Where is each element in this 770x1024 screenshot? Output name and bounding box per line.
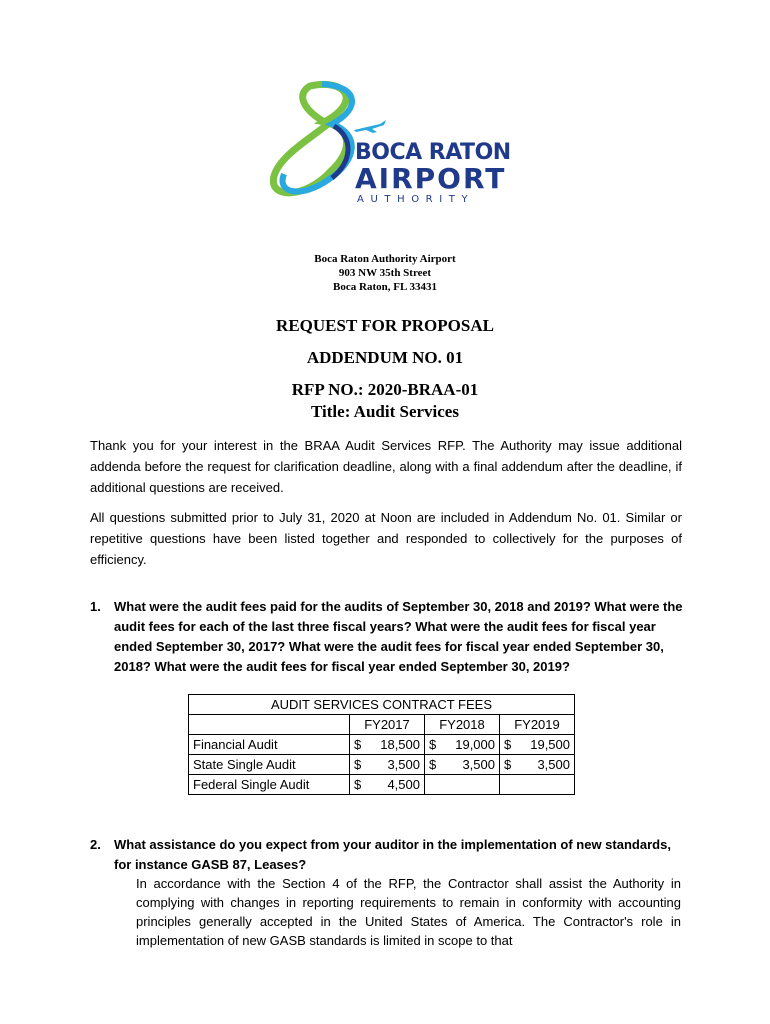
- question-text: What were the audit fees paid for the audits of September 30, 2018 and 2019? What were the audit fees for each of the last three fiscal years? What were the audit fees for fiscal year ended September 30, 2017? What were the audit fees for fiscal year ended September 30, 2018? What were the audit fees for fiscal year ended September 30, 2019?: [114, 599, 683, 674]
- table-header-row: [189, 715, 575, 735]
- table-title: AUDIT SERVICES CONTRACT FEES: [189, 695, 575, 715]
- question-number: 1.: [90, 599, 101, 614]
- heading-rfp-number: RFP NO.: 2020-BRAA-01: [291, 380, 479, 399]
- table-row: [189, 735, 575, 755]
- table-header-blank: [189, 715, 350, 735]
- table-row: [189, 755, 575, 775]
- logo-text-authority: AUTHORITY: [357, 194, 475, 205]
- question-text: What assistance do you expect from your auditor in the implementation of new standards, for instance GASB 87, Leases?: [114, 837, 671, 872]
- question-2: [90, 835, 690, 875]
- table-title-row: [189, 695, 575, 715]
- row-label: State Single Audit: [189, 755, 350, 775]
- column-header: FY2018: [425, 715, 500, 735]
- address-line: Boca Raton Authority Airport: [314, 253, 456, 265]
- fee-cell: $ 19,000: [425, 735, 500, 755]
- table-row: [189, 775, 575, 795]
- fee-cell: $ 19,500: [500, 735, 575, 755]
- fee-cell: [500, 775, 575, 795]
- address-line: Boca Raton, FL 33431: [333, 281, 437, 293]
- intro-paragraph: Thank you for your interest in the BRAA Audit Services RFP. The Authority may issue additional addenda before the request for clarification deadline, along with a final addendum after the deadline, if additional questions are received.: [90, 438, 682, 495]
- address-line: 903 NW 35th Street: [338, 267, 432, 279]
- audit-fees-table: [188, 694, 575, 795]
- fee-cell: $ 3,500: [350, 755, 425, 775]
- row-label: Federal Single Audit: [189, 775, 350, 795]
- heading-rfp: REQUEST FOR PROPOSAL: [276, 316, 494, 335]
- fee-cell: $ 18,500: [350, 735, 425, 755]
- logo-text-boca-raton: BOCA RATON: [355, 140, 511, 165]
- plane-icon: [354, 120, 386, 133]
- fee-cell: $ 4,500: [350, 775, 425, 795]
- question-1: [90, 597, 690, 677]
- logo-swoosh-icon: [273, 84, 352, 193]
- logo-text-airport: AIRPORT: [355, 162, 507, 195]
- fee-cell: $ 3,500: [425, 755, 500, 775]
- address-block: [0, 252, 770, 294]
- heading-addendum: ADDENDUM NO. 01: [306, 348, 464, 367]
- question-number: 2.: [90, 837, 101, 852]
- column-header: FY2019: [500, 715, 575, 735]
- intro-paragraph: All questions submitted prior to July 31, 2020 at Noon are included in Addendum No. 01. Similar or repetitive questions have been listed together and responded to collectively for the purposes of efficiency.: [90, 510, 682, 567]
- fee-cell: [425, 775, 500, 795]
- heading-title: Title: Audit Services: [311, 402, 459, 421]
- row-label: Financial Audit: [189, 735, 350, 755]
- answer-2: In accordance with the Section 4 of the RFP, the Contractor shall assist the Authority in complying with changes in reporting requirements to remain in conformity with accounting principles generally accepted in the United States of America. The Contractor's role in implementation of new GASB standards is limited in scope to that: [136, 876, 681, 948]
- fee-cell: $ 3,500: [500, 755, 575, 775]
- column-header: FY2017: [350, 715, 425, 735]
